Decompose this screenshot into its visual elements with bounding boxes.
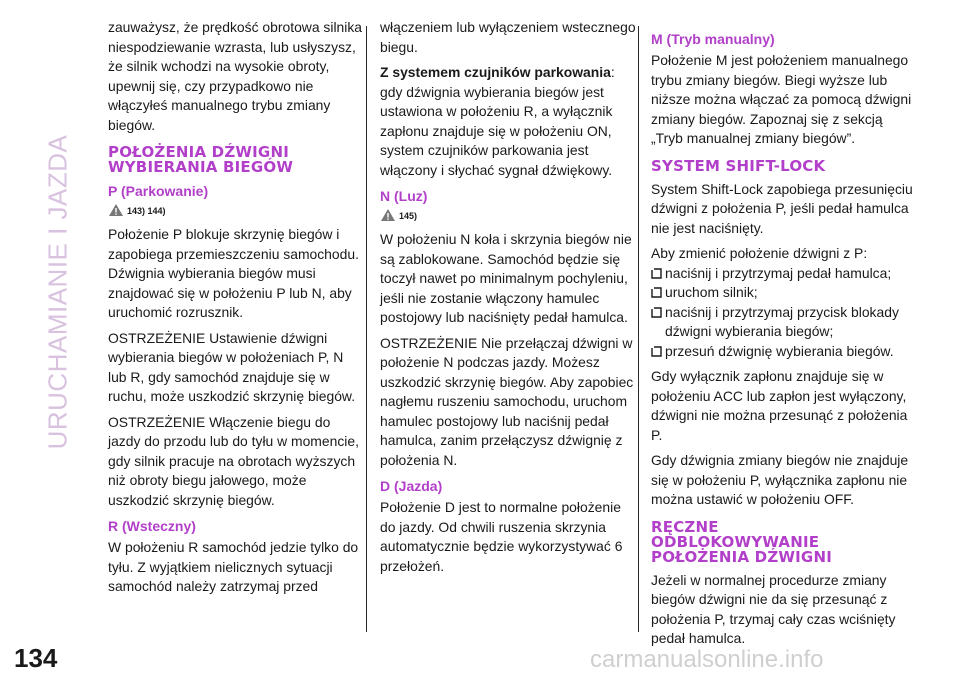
heading-shift-lock: SYSTEM SHIFT-LOCK <box>651 156 826 175</box>
checkbox-bullet-icon <box>651 287 662 298</box>
paragraph-manual-release: Jeżeli w normalnej procedurze zmiany biegów dźwigni nie da się przesunąć z położenia P, trzymaj cały czas wciśnięty pedał hamulca. <box>651 571 896 646</box>
paragraph-park: Położenie P blokuje skrzynię biegów i zapobiega przemieszczeniu samochodu. Dźwignia wybierania biegów musi znajdować się w położeniu P lub N, aby uruchomić rozrusznik. <box>108 226 359 320</box>
paragraph-reverse-cont: włączeniem lub wyłączeniem wstecznego biegu. <box>380 19 636 55</box>
warning-triangle-icon <box>108 203 124 217</box>
subheading-manual: M (Tryb manualny) <box>651 31 775 47</box>
watermark-text: carmanualsonline.info <box>590 646 824 673</box>
column-1 <box>108 18 364 603</box>
heading-gear-positions: POŁOŻENIA DŹWIGNI WYBIERANIA BIEGÓW <box>108 143 294 176</box>
paragraph-not-in-p: Gdy dźwignia zmiany biegów nie znajduje się w położeniu P, wyłącznika zapłonu nie można ustawić w położeniu OFF. <box>651 452 909 507</box>
steps-list <box>651 264 913 362</box>
subheading-park: P (Parkowanie) <box>108 183 209 199</box>
subheading-neutral: N (Luz) <box>380 188 428 204</box>
paragraph-drive: Położenie D jest to normalne położenie do jazdy. Od chwili ruszenia skrzynia automatycznie będzie wykorzystywać 6 przełożeń. <box>380 499 623 574</box>
checkbox-bullet-icon <box>651 268 662 279</box>
paragraph-intro: zauważysz, że prędkość obrotowa silnika niespodziewanie wzrasta, lub usłyszysz, że silnik wchodzi na wysokie obroty, upewnij się, czy przypadkowo nie włączyłeś manualnego trybu zmiany biegów. <box>108 19 363 133</box>
column-2 <box>380 18 636 582</box>
warning-triangle-icon <box>380 208 396 222</box>
list-item: przesuń dźwignię wybierania biegów. <box>651 342 913 362</box>
warning-reference-park: 143) 144) <box>108 203 364 217</box>
paragraph-reverse: W położeniu R samochód jedzie tylko do tyłu. Z wyjątkiem nielicznych sytuacji samochód należy zatrzymaj przed <box>108 539 359 594</box>
heading-manual-release: RĘCZNE ODBLOKOWYWANIE POŁOŻENIA DŹWIGNI <box>651 517 832 566</box>
subheading-drive: D (Jazda) <box>380 478 443 494</box>
paragraph-warning-2: OSTRZEŻENIE Włączenie biegu do jazdy do przodu lub do tyłu w momencie, gdy silnik pracuje na obrotach wyższych niż obroty biegu jałowego, może uszkodzić skrzynię biegów. <box>108 413 359 508</box>
subheading-reverse: R (Wsteczny) <box>108 518 196 534</box>
list-item: uruchom silnik; <box>651 283 913 303</box>
page-number: 134 <box>14 643 58 673</box>
chapter-side-title-text: URUCHAMIANIE I JAZDA <box>42 134 73 450</box>
column-3 <box>651 18 913 655</box>
paragraph-manual: Położenie M jest położeniem manualnego trybu zmiany biegów. Biegi wyższe lub niższe można włączać za pomocą dźwigni zmiany biegów. Zapoznaj się z sekcją „Tryb manualnej zmiany biegów”. <box>651 52 912 146</box>
paragraph-change-intro: Aby zmienić położenie dźwigni z P: <box>651 245 868 261</box>
paragraph-parking-sensors: Z systemem czujników parkowania: gdy dźwignia wybierania biegów jest ustawiona w położeniu R, a wyłącznik zapłonu znajduje się w położeniu ON, system czujników parkowania jest włączony i słychać sygnał dźwiękowy. <box>380 64 615 178</box>
column-divider-2 <box>638 26 639 632</box>
paragraph-neutral: W położeniu N koła i skrzynia biegów nie są zablokowane. Samochód będzie się toczył nawet po minimalnym pochyleniu, jeśli nie zostanie włączony hamulec postojowy lub naciśnięty pedał hamulca. <box>380 231 632 325</box>
paragraph-shift-lock: System Shift-Lock zapobiega przesunięciu dźwigni z położenia P, jeśli pedał hamulca nie jest naciśnięty. <box>651 180 913 236</box>
list-item: naciśnij i przytrzymaj pedał hamulca; <box>651 264 913 284</box>
checkbox-bullet-icon <box>651 346 662 357</box>
paragraph-warning-1: OSTRZEŻENIE Ustawienie dźwigni wybierania biegów w położeniach P, N lub R, gdy samochód znajduje się w ruchu, może uszkodzić skrzynię biegów. <box>108 329 356 404</box>
paragraph-warning-3: OSTRZEŻENIE Nie przełączaj dźwigni w położenie N podczas jazdy. Możesz uszkodzić skrzynię biegów. Aby zapobiec nagłemu ruszeniu samochodu, uruchom hamulec postojowy lub naciśnij pedał hamulca, zanim przełączysz dźwignię z położenia N. <box>380 334 634 468</box>
warning-reference-neutral: 145) <box>380 208 636 222</box>
checkbox-bullet-icon <box>651 307 662 318</box>
column-divider-1 <box>366 26 367 632</box>
paragraph-acc: Gdy wyłącznik zapłonu znajduje się w położeniu ACC lub zapłon jest wyłączony, dźwigni nie można przesunąć z położenia P. <box>651 368 908 443</box>
list-item: naciśnij i przytrzymaj przycisk blokady dźwigni wybierania biegów; <box>651 303 913 342</box>
